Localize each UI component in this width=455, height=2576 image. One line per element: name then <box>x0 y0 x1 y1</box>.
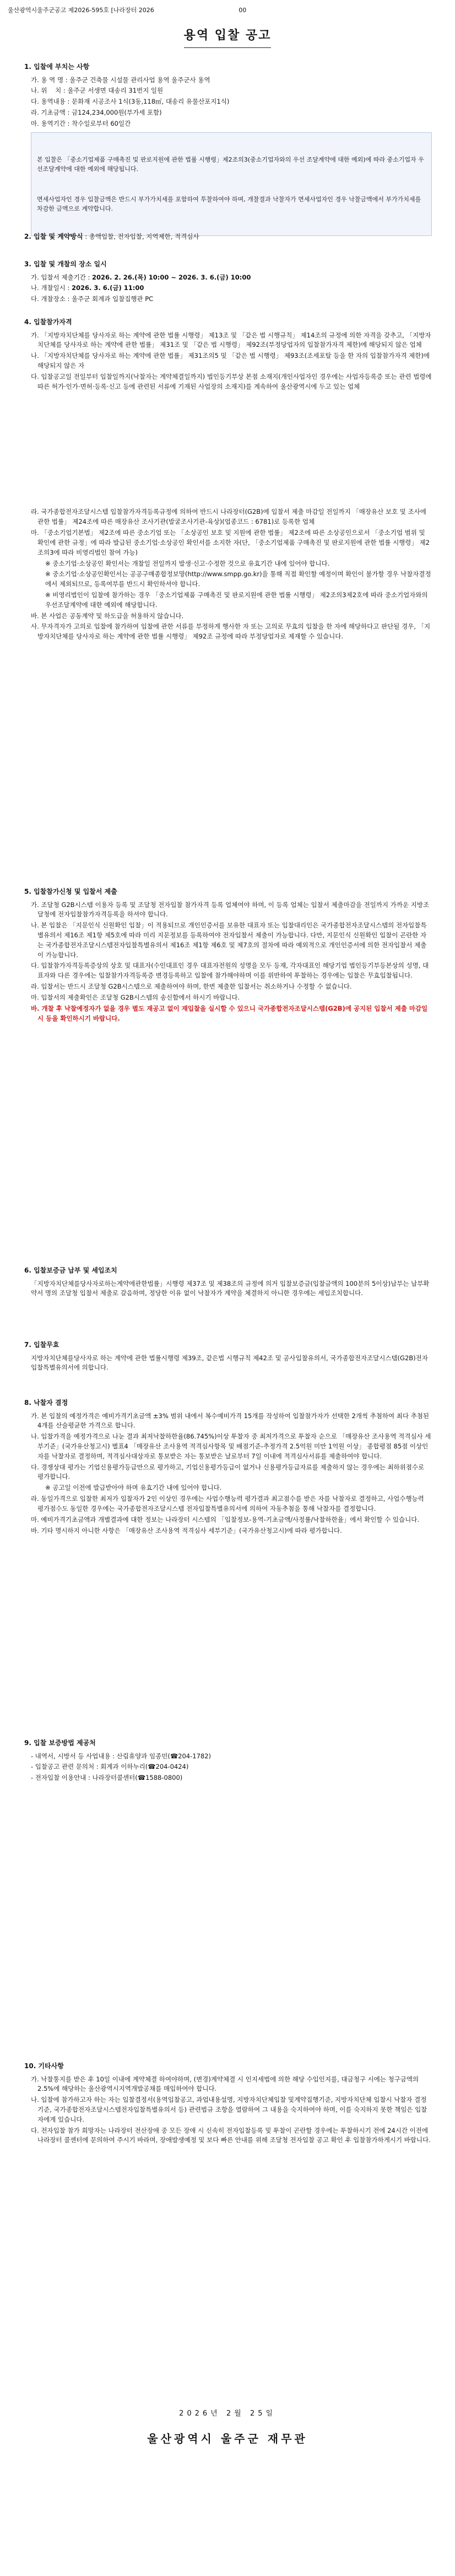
s4-item: 라. 국가종합전자조달시스템 입찰참가자격등록규정에 의하여 반드시 나라장터(G2B)에 입찰서 제출 마감일 전일까지 「매장유산 보호 및 조사에 관한 법률」 제24조에 따른 매장유산 조사기관(발굴조사기관-육상)(업종코드 : 6781)로 등록한 업체 <box>31 508 429 526</box>
notice-date: 2026년 2월 25일 <box>179 2409 276 2418</box>
s8-warning: ※ 공고일 이전에 발급받아야 하며 유효기간 내에 있어야 합니다. <box>45 1484 222 1492</box>
section-4-heading: 4. 입찰참가자격 <box>24 318 72 326</box>
contact-line: - 전자입찰 이용안내 : 나라장터콜센터(☎1588-0800) <box>31 1774 183 1782</box>
section-6-heading: 6. 입찰보증금 납부 및 세입조치 <box>24 1266 117 1274</box>
s10-item: 가. 낙찰통지를 받은 후 10일 이내에 계약체결 하여야하며, (변경)계약체결 시 인지세법에 의한 해당 수입인지를, 대금청구 시에는 청구금액의 2.5%에 해당하는 울산광역시지역개발공채를 매입하여야 합니다. <box>31 2075 421 2093</box>
s5-item: 라. 입찰서는 반드시 조달청 G2B시스템으로 제출하여야 하며, 한번 제출한 입찰서는 취소하거나 수정할 수 없습니다. <box>31 983 352 991</box>
section-7 <box>24 1340 432 1373</box>
s5-item: 마. 입찰서의 제출확인은 조달청 G2B시스템의 송신함에서 하시기 바랍니다. <box>31 993 240 1001</box>
s1-line: 마. 용역기간 : 착수일로부터 60일간 <box>31 119 131 127</box>
section-10 <box>24 2061 432 2146</box>
schedule-label: 가. 입찰서 제출기간 : <box>31 273 90 281</box>
issuer: 울산광역시 울주군 재무관 <box>147 2432 308 2445</box>
section-7-heading: 7. 입찰무효 <box>24 1341 59 1349</box>
opening-datetime: 2026. 3. 6.(금) 11:00 <box>72 284 144 292</box>
opening-place: 울주군 회계과 입찰집행관 PC <box>72 295 154 303</box>
s4-item: 사. 무자격자가 고의로 입찰에 참가하여 입찰에 관한 서류를 부정하게 행사한 자 또는 고의로 무효의 입찰을 한 자에 해당하다고 판단될 경우, 「지방자치단체를 당사자로 하는 계약에 관한 법률 시행령」 제92조 규정에 따라 부정당업자로 제재할 수 있습니다. <box>31 622 431 641</box>
submission-period: 2026. 2. 26.(목) 10:00 ~ 2026. 3. 6.(금) 10:00 <box>92 273 251 281</box>
s4-bullet: ※ 비영리법인이 입찰에 참가하는 경우 「중소기업제품 구매촉진 및 판로지원에 관한 법률 시행령」 제2조의3제2호에 따라 중소기업자와의 우선조달계약에 대한 예외에 해당합니다. <box>45 591 430 609</box>
s5-item: 가. 조달청 G2B시스템 이용자 등록 및 조달청 전자입찰 참가자격 등록 업체여야 하며, 이 등록 업체는 입찰서 제출마감을 전일까지 가까운 지방조달청에 전자입찰참가자격등록을 하셔야 합니다. <box>31 900 429 919</box>
doc-ref-suffix: 00 <box>239 7 247 14</box>
s4-item: 다. 입찰공고일 전일부터 입찰일까지(낙찰자는 계약체결일까지) 법인등기부상 본점 소재지(개인사업자인 경우에는 사업자등록증 또는 관련 법령에 따른 허가·인가·면허·등록·신고 등에 관련된 서류에 기재된 사업장의 소재지)를 계속하여 울산광역시에 두고 있는 업체 <box>31 372 434 390</box>
contact-line: - 내역서, 시방서 등 사업내용 : 산림휴양과 임종민(☎204-1782) <box>31 1752 212 1760</box>
section-9-heading: 9. 입찰 보증방법 제공처 <box>24 1739 96 1747</box>
notice-box <box>31 132 432 236</box>
s4-bullet: ※ 중소기업·소상공인확인서는 공공구매종합정보망(http://www.smpp.go.kr)을 통해 직접 확인할 예정이며 확인이 불가할 경우 낙찰자결정에서 제외되므로, 등록여부를 반드시 확인하셔야 합니다. <box>45 570 431 588</box>
section-2 <box>24 232 432 242</box>
s4-item: 바. 본 사업은 공동계약 및 하도급을 허용하지 않습니다. <box>31 611 184 620</box>
rebid-notice: 바. 개찰 후 낙찰예정자가 없을 경우 별도 재공고 없이 재입찰을 실시할 수 있으니 국가종합전자조달시스템(G2B)에 공지된 입찰서 제출 마감일시 등을 확인하시기 바랍니다. <box>31 1004 428 1022</box>
s8-item: 나. 입찰가격을 예정가격으로 나눈 결과 최저낙찰하한율(86.745%)이상 투찰자 중 최저가격으로 투찰자 순으로 「매장유산 조사용역 적격심사 세부기준」(국가유산청고시) 별표4 「매장유산 조사용역 적격심사항목 및 배점기준-추정가격 2.5억원 미만 1억원 이상」 종합평점 85점 이상인 자를 낙찰자로 결정하며, 적격심사대상자로 통보받은 자는 통보받은 날로부터 7일 이내에 적격심사서류를 제출하여야 합니다. <box>31 1432 431 1460</box>
section-8 <box>24 1398 432 1537</box>
section-3 <box>24 259 432 305</box>
schedule-label: 다. 개찰장소 : <box>31 295 70 303</box>
section-8-heading: 8. 낙찰자 결정 <box>24 1399 68 1407</box>
s4-item: 나. 「지방자치단체를 당사자로 하는 계약에 관한 법률」 제31조의5 및 「같은 법 시행령」 제93조(조세포탈 등을 한 자의 입찰참가자격 제한)에 해당되지 않은 자 <box>31 352 432 370</box>
contract-method: : 총액입찰, 전자입찰, 지역제한, 적격심사 <box>85 233 199 240</box>
section-1 <box>24 62 432 239</box>
schedule-label: 나. 개찰일시 : <box>31 284 70 292</box>
deposit-text: 「지방자치단체를당사자로하는계약에관한법률」시행령 제37조 및 제38조의 규정에 의거 입찰보증금(입찰금액의 100분의 5이상)납부는 납부확약서 명의 조달청 입찰서 제출로 갈음하며, 정당한 이유 없이 낙찰자가 계약을 체결하지 아니한 경우에는 세입조치합니다. <box>31 1279 430 1297</box>
s1-line: 가. 용 역 명 : 울주군 건축물 시설물 관리사업 용역 울주군사 용역 <box>31 76 210 84</box>
s4-bullet: ※ 중소기업·소상공인 확인서는 개찰일 전일까지 발생·신고·수정한 것으로 유효기간 내에 있어야 합니다. <box>45 559 330 567</box>
section-5 <box>24 887 432 1024</box>
section-4 <box>24 317 432 643</box>
section-5-heading: 5. 입찰참가신청 및 입찰서 제출 <box>24 888 117 895</box>
section-6 <box>24 1265 432 1298</box>
section-2-heading: 2. 입찰 및 계약방식 <box>24 233 83 240</box>
s8-item: 다. 경쟁상대 평가는 기업신용평가등급만으로 평가하고, 기업신용평가등급이 없거나 신용평가등급자료를 제출하지 않는 경우에는 최하위점수로 평가합니다. <box>31 1463 426 1481</box>
s5-item: 다. 입찰참가자격등록증상의 상호 및 대표자(수인대표인 경우 대표자전원의 성명을 모두 등재, 각자대표인 해당기업 법인등기부등본상의 성명, 대표자와 다른 경우에는 입찰참가자격등록증 변경등록하고 입찰에 참가해야하며 이를 위반하여 투찰하는 경우에는 입찰은 무효입찰됩니다. <box>31 962 429 980</box>
s8-item: 라. 동일가격으로 입찰한 최저가 입찰자가 2인 이상인 경우에는 사업수행능력 평가결과 최고점수를 받은 자를 낙찰자로 결정하고, 사업수행능력 평가점수도 동일한 경우에는 국가종합전자조달시스템 전자입찰특별유의서에 의하여 자동추첨을 통해 낙찰자를 결정합니다. <box>31 1495 426 1512</box>
s1-line: 나. 위 치 : 울주군 서생면 대송리 31번지 일원 <box>31 87 164 95</box>
s4-item: 가. 「지방자치단체를 당사자로 하는 계약에 관한 법률 시행령」 제13조 및 「같은 법 시행규칙」 제14조의 규정에 의한 자격을 갖추고, 「지방자치단체를 당사자로 하는 계약에 관한 법률」 제31조 및 「같은 법 시행령」 제92조(부정당업자의 입찰참가자격 제한)에 해당되지 않은 업체 <box>31 331 431 349</box>
notice-line: 본 입찰은 「중소기업제품 구매촉진 및 판로지원에 관한 법률 시행령」제2조의3(중소기업자와의 우선 조달계약에 대한 예외)에 따라 중소기업자 우선조달계약에 대한 예외에 해당됩니다. <box>37 155 424 173</box>
s5-item: 나. 본 입찰은 「지문인식 신원확인 입찰」이 적용되므로 개인인증서를 보유한 대표자 또는 입찰대리인은 국가종합전자조달시스템의 전자입찰특별유의서 제16조 제1항 제5호에 따라 미리 지문정보를 등록하여야 전자입찰서 제출이 가능합니다. 다만, 지문인식 신원확인 입찰이 곤란한 자는 국가종합전자조달시스템전자입찰특별유의서 제16조 제1항 제6호 및 제7호의 절차에 따라 예외적으로 개인인증서에 의한 전자입찰서 제출이 가능합니다. <box>31 921 427 959</box>
contact-line: - 입찰공고 관련 문의처 : 회계과 이하누리(☎204-0424) <box>31 1763 189 1771</box>
s1-line: 라. 기초금액 : 금124,234,000원(부가세 포함) <box>31 109 162 117</box>
doc-ref: 울산광역시울주군공고 제2026-595호 [나라장터 2026 <box>8 7 154 14</box>
s1-line: 다. 용역내용 : 문화재 시공조사 1식(3동,118㎡, 대송리 유물산포지1식) <box>31 98 230 106</box>
document-reference <box>8 6 246 15</box>
s4-item: 마. 「중소기업기본법」 제2조에 따른 중소기업 또는 「소상공인 보호 및 지원에 관한 법률」 제2조에 따른 소상공인으로서 「중소기업 범위 및 확인에 관한 규정」에 따라 발급된 중소기업·소상공인 확인서를 소지한 자(단, 「중소기업제품 구매촉진 및 판로지원에 관한 법률 시행령」 제2조의3에 따라 비영리법인 참여 가능) <box>31 529 430 556</box>
section-3-heading: 3. 입찰 및 개찰의 장소 일시 <box>24 260 107 268</box>
page-title: 용역 입찰 공고 <box>184 26 272 48</box>
section-1-heading: 1. 입찰에 부치는 사항 <box>24 63 90 71</box>
s8-item: 바. 기타 명시하지 아니한 사항은 「매장유산 조사용역 적격심사 세부기준」(국가유산청고시)에 따라 평가합니다. <box>31 1526 342 1534</box>
s10-item: 다. 전자입찰 참가 희망자는 나라장터 전산장애 중 모든 장애 시 신속히 전자입찰등록 및 투찰이 곤란할 경우에는 투찰하시기 전에 24시간 이전에 나라장터 콜센터에 문의하여 주시기 바라며, 장애발생예정 및 보다 빠른 안내를 위해 조달청 전자입찰 공고 확인 후 입찰참가하게시기 바랍니다. <box>31 2126 431 2144</box>
section-9 <box>24 1738 432 1784</box>
section-10-heading: 10. 기타사항 <box>24 2062 64 2070</box>
notice-line: 면세사업자인 경우 입찰금액은 반드시 부가가치세를 포함하여 투찰하여야 하며, 개찰결과 낙찰자가 면세사업자인 경우 낙찰금액에서 부가가치세를 차감한 금액으로 계약합니다. <box>37 195 423 212</box>
s8-item: 마. 예비가격기초금액과 개별결과에 대한 정보는 나라장터 시스템의 「입찰정보-용역-기초금액/사정률/낙찰하한율」에서 확인할 수 있습니다. <box>31 1515 420 1523</box>
s8-item: 가. 본 입찰의 예정가격은 예비가격기초금액 ±3% 범위 내에서 복수예비가격 15개를 작성하여 입찰참가자가 선택한 2개씩 추첨하여 최다 추첨된 4개를 산술평균한 가격으로 합니다. <box>31 1412 431 1430</box>
invalid-bid-text: 지방자치단체를당사자로 하는 계약에 관한 법률시행령 제39조, 같은법 시행규칙 제42조 및 공사입찰유의서, 국가종합전자조달시스템(G2B)전자입찰특별유의서에 의합니다. <box>31 1354 428 1372</box>
s10-item: 나. 입찰에 참가하고자 하는 자는 입찰결정서(용역입찰공고, 과업내용설명, 지방자치단체입찰 및계약집행기준, 지방자치단체 입찰시 낙찰자 결정기준, 국가종합전자조달시스템전자입찰특별유의서 등) 관련법규 조항을 열람하여 그 내용을 숙지하여야 하며, 이를 숙지하지 못한 책임은 입찰자에게 있습니다. <box>31 2096 427 2123</box>
